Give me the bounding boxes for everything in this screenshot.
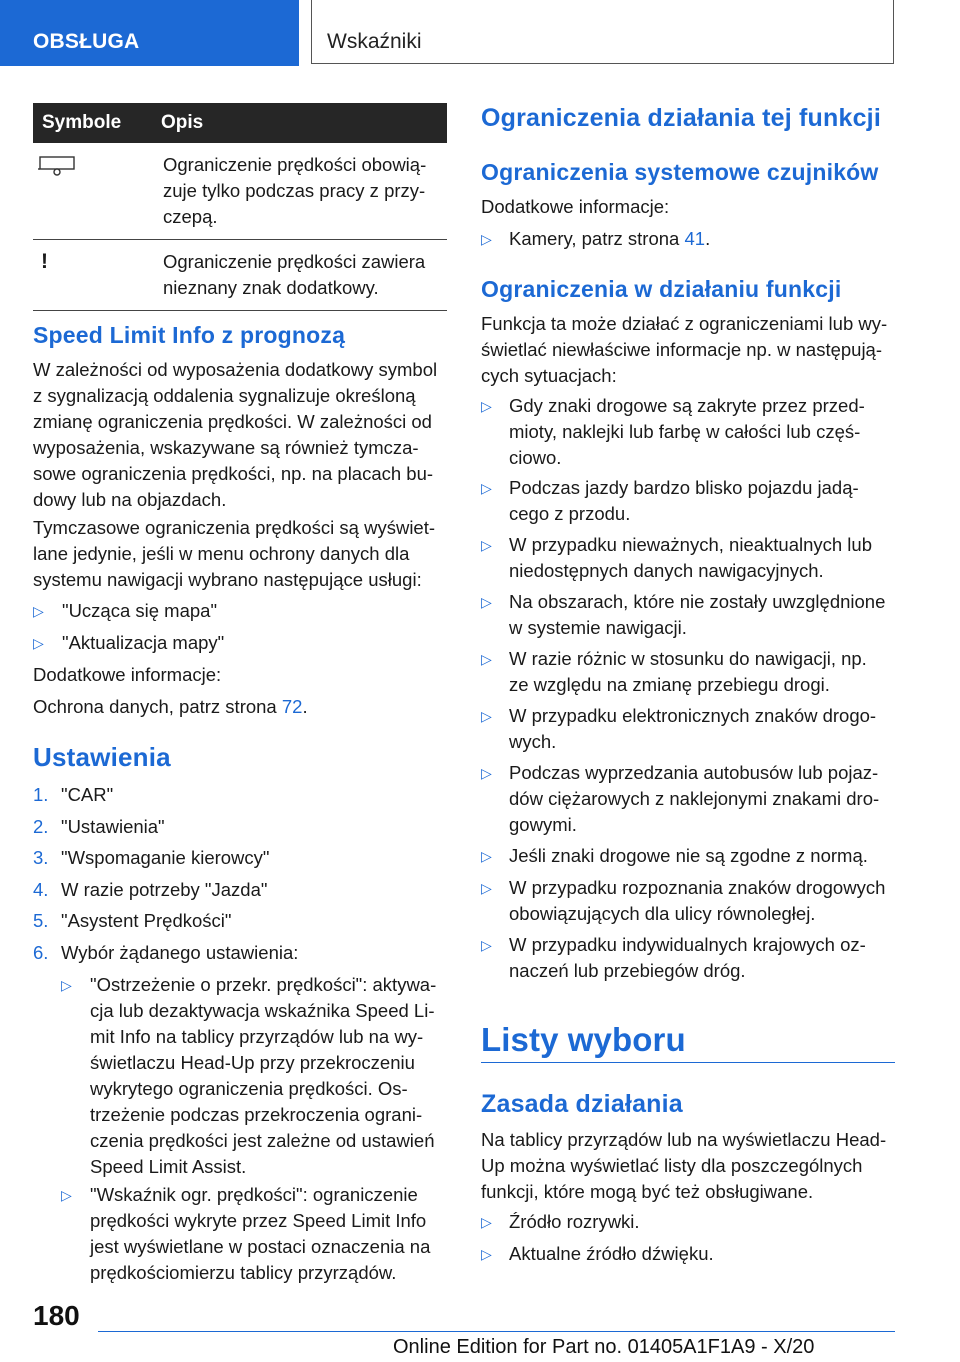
- exclamation-icon: !: [41, 250, 48, 273]
- page-link[interactable]: 41: [684, 228, 706, 249]
- heading-divider: [481, 1062, 895, 1063]
- bullet-icon: ▷: [481, 480, 492, 496]
- footer-edition: Online Edition for Part no. 01405A1F1A9 - X/20: [393, 1336, 815, 1358]
- bullet-icon: ▷: [33, 635, 44, 651]
- heading-settings: Ustawienia: [33, 742, 171, 772]
- table-row: [33, 143, 447, 240]
- description-column-header: Opis: [149, 103, 447, 143]
- bullet-icon: ▷: [481, 708, 492, 724]
- paragraph: Tymczasowe ograniczenia prędkości są wyświet- lane jedynie, jeśli w menu ochrony danych dla systemu nawigacji wybrano następujące usługi:: [33, 517, 436, 590]
- heading-principle: Zasada działania: [481, 1090, 683, 1118]
- paragraph: Na tablicy przyrządów lub na wyświetlaczu Head- Up można wyświetlać listy dla poszczególnych funkcji, które mogą być też obsługiwane.: [481, 1129, 887, 1202]
- paragraph: W zależności od wyposażenia dodatkowy symbol z sygnalizacją oddalenia sygnalizuje określoną zmianę ograniczenia prędkości. W zależności od wyposażenia, wskazywane są również tymcza- sowe ograniczenia prędkości, np. na placach bu- dowy lub na objazdach.: [33, 359, 438, 510]
- paragraph: Dodatkowe informacje:: [33, 664, 222, 685]
- bullet-icon: ▷: [481, 937, 492, 953]
- paragraph: Dodatkowe informacje:: [481, 196, 670, 217]
- bullet-icon: ▷: [481, 398, 492, 414]
- symbol-table: [33, 103, 447, 311]
- footer-divider: [98, 1331, 895, 1332]
- row-description: Ograniczenie prędkości obowią- zuje tylko podczas pracy z przy- czepą.: [149, 143, 447, 240]
- bullet-icon: ▷: [481, 1214, 492, 1230]
- bullet-icon: ▷: [481, 537, 492, 553]
- page-link[interactable]: 72: [281, 696, 303, 717]
- bullet-icon: ▷: [481, 880, 492, 896]
- bullet-icon: ▷: [61, 1187, 72, 1203]
- bullet-icon: ▷: [481, 231, 492, 247]
- trailer-speed-icon: [38, 154, 78, 178]
- heading-selection-lists: Listy wyboru: [481, 1021, 686, 1058]
- heading-function-limits: Ograniczenia w działaniu funkcji: [481, 276, 842, 302]
- chapter-header: [311, 0, 894, 64]
- bullet-icon: ▷: [481, 765, 492, 781]
- bullet-icon: ▷: [481, 848, 492, 864]
- heading-speed-limit-info: Speed Limit Info z prognozą: [33, 322, 346, 348]
- heading-sensor-limits: Ograniczenia systemowe czujników: [481, 159, 879, 185]
- section-title: OBSŁUGA: [33, 30, 140, 53]
- symbol-column-header: Symbole: [33, 103, 149, 143]
- heading-limits: Ograniczenia działania tej funkcji: [481, 104, 881, 132]
- bullet-icon: ▷: [481, 651, 492, 667]
- paragraph: Funkcja ta może działać z ograniczeniami lub wy- świetlać niewłaściwe informacje np. w następują- cych sytuacjach:: [481, 313, 888, 386]
- bullet-icon: ▷: [481, 594, 492, 610]
- row-description: Ograniczenie prędkości zawiera nieznany znak dodatkowy.: [149, 240, 447, 311]
- bullet-icon: ▷: [61, 977, 72, 993]
- bullet-icon: ▷: [481, 1246, 492, 1262]
- page-reference: Ochrona danych, patrz strona 72.: [33, 696, 308, 717]
- chapter-title: Wskaźniki: [327, 30, 422, 53]
- table-row: [33, 240, 447, 311]
- bullet-icon: ▷: [33, 603, 44, 619]
- section-tab: [0, 0, 299, 66]
- page-number: 180: [33, 1300, 80, 1331]
